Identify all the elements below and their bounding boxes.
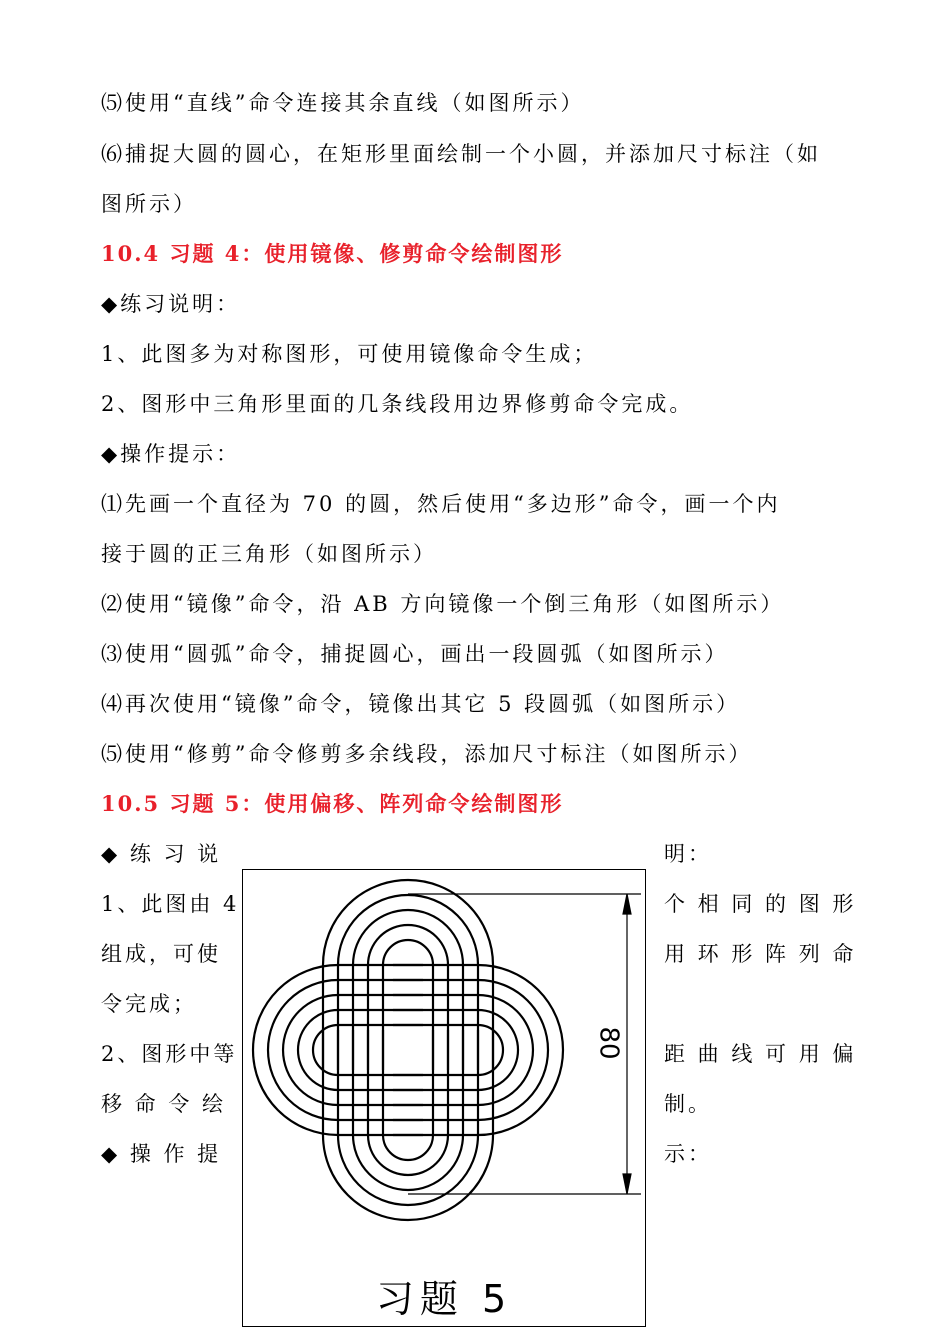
right-col-line-7: 示： <box>664 1142 712 1166</box>
left-col-line-5: 2、图形中等 <box>101 1042 238 1066</box>
right-col-line-6: 制。 <box>664 1092 712 1116</box>
left-col-line-1: ◆ 练 习 说 <box>101 842 222 866</box>
figure-caption: 习题 5 <box>375 1277 513 1321</box>
knot-loop-bottom <box>323 1030 493 1220</box>
text-line-3: 图所示） <box>101 192 197 216</box>
exercise-5-figure <box>242 869 646 1327</box>
text-line-2: ⑹捕捉大圆的圆心，在矩形里面绘制一个小圆，并添加尺寸标注（如 <box>101 142 821 166</box>
right-col-line-5: 距 曲 线 可 用 偏 <box>664 1042 857 1066</box>
right-col-line-2: 个 相 同 的 图 形 <box>664 892 857 916</box>
text-line-5: ◆练习说明： <box>101 292 241 316</box>
right-col-line-1: 明： <box>664 842 712 866</box>
knot-loop-top <box>323 880 493 1070</box>
left-col-line-3: 组成，可使 <box>101 942 221 966</box>
text-line-12: ⑶使用“圆弧”命令，捕捉圆心，画出一段圆弧（如图所示） <box>101 642 729 666</box>
text-line-11: ⑵使用“镜像”命令，沿 AB 方向镜像一个倒三角形（如图所示） <box>101 592 785 616</box>
knot-drawing <box>243 870 647 1328</box>
text-line-9: ⑴先画一个直径为 70 的圆，然后使用“多边形”命令，画一个内 <box>101 492 781 516</box>
right-col-line-3: 用 环 形 阵 列 命 <box>664 942 857 966</box>
left-col-line-4: 令完成； <box>101 992 197 1016</box>
left-col-line-7: ◆ 操 作 提 <box>101 1142 222 1166</box>
text-line-13: ⑷再次使用“镜像”命令，镜像出其它 5 段圆弧（如图所示） <box>101 692 741 716</box>
text-line-8: ◆操作提示： <box>101 442 241 466</box>
text-line-1: ⑸使用“直线”命令连接其余直线（如图所示） <box>101 91 585 115</box>
text-line-6: 1、此图多为对称图形，可使用镜像命令生成； <box>101 342 598 366</box>
left-col-line-6: 移 命 令 绘 <box>101 1092 227 1116</box>
dimension-label: 80 <box>593 1026 624 1060</box>
section-heading-10-4: 10.4 习题 4：使用镜像、修剪命令绘制图形 <box>101 241 564 266</box>
text-line-10: 接于圆的正三角形（如图所示） <box>101 542 437 566</box>
text-line-7: 2、图形中三角形里面的几条线段用边界修剪命令完成。 <box>101 392 694 416</box>
section-heading-10-5: 10.5 习题 5：使用偏移、阵列命令绘制图形 <box>101 791 564 816</box>
left-col-line-2: 1、此图由 4 <box>101 892 240 916</box>
text-line-14: ⑸使用“修剪”命令修剪多余线段，添加尺寸标注（如图所示） <box>101 742 753 766</box>
